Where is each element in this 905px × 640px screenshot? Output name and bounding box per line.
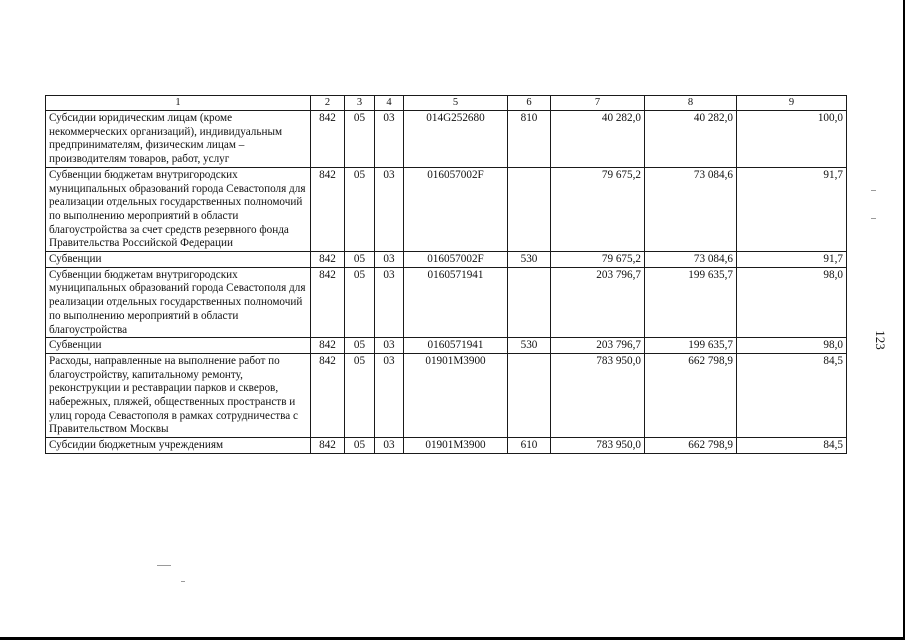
cell-expense-type: 530	[508, 252, 551, 268]
cell-col8: 199 635,7	[645, 338, 737, 354]
cell-target-code: 01901М3900	[404, 353, 508, 437]
cell-col9: 84,5	[737, 353, 847, 437]
cell-col7: 783 950,0	[551, 353, 645, 437]
scan-speck	[871, 218, 876, 219]
column-header: 2	[311, 96, 345, 111]
cell-section: 05	[345, 438, 375, 454]
cell-ministry: 842	[311, 438, 345, 454]
header-row	[46, 96, 847, 111]
page-number: 123	[873, 330, 888, 350]
cell-target-code: 0160571941	[404, 338, 508, 354]
column-header: 1	[46, 96, 311, 111]
cell-ministry: 842	[311, 267, 345, 338]
column-header: 4	[375, 96, 404, 111]
row-name: Субвенции	[46, 338, 311, 354]
row-name: Субвенции бюджетам внутригородских муниципальных образований города Севастополя для реализации отдельных государственных полномочий по выполнению мероприятий в области благоустройства за счет средств резервного фонда Правительства Российской Федерации	[46, 167, 311, 251]
cell-expense-type: 810	[508, 111, 551, 168]
cell-subsection: 03	[375, 438, 404, 454]
cell-section: 05	[345, 267, 375, 338]
cell-col9: 100,0	[737, 111, 847, 168]
cell-expense-type	[508, 267, 551, 338]
table-row	[46, 252, 847, 268]
table-row	[46, 338, 847, 354]
cell-col8: 662 798,9	[645, 438, 737, 454]
cell-target-code: 016057002F	[404, 167, 508, 251]
row-name: Субсидии бюджетным учреждениям	[46, 438, 311, 454]
column-header: 9	[737, 96, 847, 111]
cell-col9: 91,7	[737, 167, 847, 251]
cell-col8: 73 084,6	[645, 252, 737, 268]
row-name: Субвенции бюджетам внутригородских муниципальных образований города Севастополя для реализации отдельных государственных полномочий по выполнению мероприятий в области благоустройства	[46, 267, 311, 338]
cell-col7: 40 282,0	[551, 111, 645, 168]
cell-col7: 203 796,7	[551, 267, 645, 338]
cell-col9: 98,0	[737, 338, 847, 354]
cell-col8: 199 635,7	[645, 267, 737, 338]
cell-section: 05	[345, 167, 375, 251]
table-row	[46, 111, 847, 168]
cell-subsection: 03	[375, 167, 404, 251]
cell-col7: 203 796,7	[551, 338, 645, 354]
column-header: 3	[345, 96, 375, 111]
cell-col9: 91,7	[737, 252, 847, 268]
cell-subsection: 03	[375, 338, 404, 354]
cell-col7: 79 675,2	[551, 167, 645, 251]
cell-subsection: 03	[375, 252, 404, 268]
cell-ministry: 842	[311, 252, 345, 268]
scan-speck	[181, 581, 185, 582]
cell-target-code: 0160571941	[404, 267, 508, 338]
column-header: 6	[508, 96, 551, 111]
cell-ministry: 842	[311, 353, 345, 437]
table-row	[46, 438, 847, 454]
cell-ministry: 842	[311, 338, 345, 354]
row-name: Расходы, направленные на выполнение работ по благоустройству, капитальному ремонту, реконструкции и реставрации парков и скверов, набережных, пляжей, общественных пространств и улиц города Севастополя в рамках сотрудничества с Правительством Москвы	[46, 353, 311, 437]
cell-col8: 662 798,9	[645, 353, 737, 437]
cell-target-code: 01901М3900	[404, 438, 508, 454]
budget-table	[45, 95, 847, 454]
cell-section: 05	[345, 338, 375, 354]
cell-expense-type	[508, 167, 551, 251]
column-header: 5	[404, 96, 508, 111]
cell-section: 05	[345, 252, 375, 268]
cell-expense-type: 610	[508, 438, 551, 454]
table-row	[46, 353, 847, 437]
cell-col8: 40 282,0	[645, 111, 737, 168]
cell-section: 05	[345, 353, 375, 437]
cell-col8: 73 084,6	[645, 167, 737, 251]
cell-expense-type: 530	[508, 338, 551, 354]
cell-section: 05	[345, 111, 375, 168]
table-row	[46, 167, 847, 251]
cell-subsection: 03	[375, 111, 404, 168]
scan-speck	[871, 190, 876, 191]
cell-subsection: 03	[375, 267, 404, 338]
table-row	[46, 267, 847, 338]
row-name: Субвенции	[46, 252, 311, 268]
cell-ministry: 842	[311, 167, 345, 251]
cell-subsection: 03	[375, 353, 404, 437]
cell-expense-type	[508, 353, 551, 437]
column-header: 7	[551, 96, 645, 111]
scan-speck	[157, 565, 171, 566]
cell-col9: 84,5	[737, 438, 847, 454]
cell-target-code: 016057002F	[404, 252, 508, 268]
cell-col9: 98,0	[737, 267, 847, 338]
column-header: 8	[645, 96, 737, 111]
cell-ministry: 842	[311, 111, 345, 168]
cell-col7: 783 950,0	[551, 438, 645, 454]
cell-col7: 79 675,2	[551, 252, 645, 268]
cell-target-code: 014G252680	[404, 111, 508, 168]
row-name: Субсидии юридическим лицам (кроме некоммерческих организаций), индивидуальным предпринимателям, физическим лицам – производителям товаров, работ, услуг	[46, 111, 311, 168]
